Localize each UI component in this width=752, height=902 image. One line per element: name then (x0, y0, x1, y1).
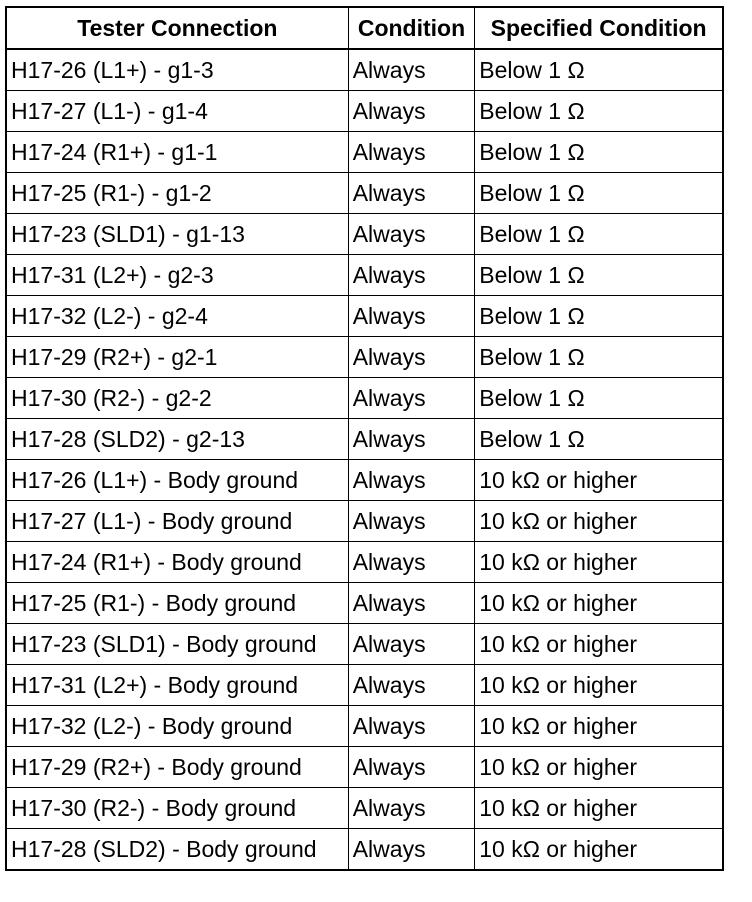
cell-tester-connection: H17-27 (L1-) - g1-4 (6, 91, 348, 132)
cell-tester-connection: H17-30 (R2-) - g2-2 (6, 378, 348, 419)
cell-condition: Always (348, 501, 475, 542)
cell-condition: Always (348, 214, 475, 255)
cell-tester-connection: H17-32 (L2-) - Body ground (6, 706, 348, 747)
cell-tester-connection: H17-29 (R2+) - Body ground (6, 747, 348, 788)
table-row (6, 542, 723, 583)
table-row (6, 419, 723, 460)
cell-condition: Always (348, 91, 475, 132)
cell-specified-condition: 10 kΩ or higher (475, 624, 723, 665)
table-row (6, 91, 723, 132)
cell-condition: Always (348, 624, 475, 665)
cell-condition: Always (348, 542, 475, 583)
cell-tester-connection: H17-24 (R1+) - Body ground (6, 542, 348, 583)
table-row (6, 501, 723, 542)
cell-condition: Always (348, 49, 475, 91)
cell-specified-condition: 10 kΩ or higher (475, 583, 723, 624)
cell-specified-condition: Below 1 Ω (475, 296, 723, 337)
cell-condition: Always (348, 706, 475, 747)
cell-condition: Always (348, 829, 475, 871)
table-row (6, 255, 723, 296)
cell-tester-connection: H17-29 (R2+) - g2-1 (6, 337, 348, 378)
table-row (6, 49, 723, 91)
cell-specified-condition: Below 1 Ω (475, 378, 723, 419)
cell-specified-condition: 10 kΩ or higher (475, 829, 723, 871)
table-row (6, 706, 723, 747)
cell-specified-condition: Below 1 Ω (475, 214, 723, 255)
cell-specified-condition: Below 1 Ω (475, 49, 723, 91)
table-row (6, 747, 723, 788)
cell-tester-connection: H17-30 (R2-) - Body ground (6, 788, 348, 829)
cell-condition: Always (348, 378, 475, 419)
cell-specified-condition: Below 1 Ω (475, 337, 723, 378)
header-specified-condition: Specified Condition (475, 7, 723, 49)
cell-condition: Always (348, 337, 475, 378)
cell-specified-condition: 10 kΩ or higher (475, 501, 723, 542)
cell-condition: Always (348, 665, 475, 706)
header-condition: Condition (348, 7, 475, 49)
table-row (6, 624, 723, 665)
cell-specified-condition: Below 1 Ω (475, 132, 723, 173)
cell-specified-condition: 10 kΩ or higher (475, 665, 723, 706)
cell-condition: Always (348, 419, 475, 460)
table-row (6, 296, 723, 337)
cell-condition: Always (348, 747, 475, 788)
cell-condition: Always (348, 255, 475, 296)
cell-condition: Always (348, 173, 475, 214)
cell-condition: Always (348, 132, 475, 173)
cell-condition: Always (348, 296, 475, 337)
cell-specified-condition: Below 1 Ω (475, 91, 723, 132)
cell-specified-condition: 10 kΩ or higher (475, 747, 723, 788)
table-header-row (6, 7, 723, 49)
cell-tester-connection: H17-27 (L1-) - Body ground (6, 501, 348, 542)
cell-tester-connection: H17-25 (R1-) - g1-2 (6, 173, 348, 214)
cell-specified-condition: Below 1 Ω (475, 419, 723, 460)
table-row (6, 337, 723, 378)
table-row (6, 665, 723, 706)
table-row (6, 214, 723, 255)
table-row (6, 132, 723, 173)
cell-tester-connection: H17-23 (SLD1) - Body ground (6, 624, 348, 665)
table-row (6, 378, 723, 419)
cell-tester-connection: H17-25 (R1-) - Body ground (6, 583, 348, 624)
table-row (6, 583, 723, 624)
cell-specified-condition: 10 kΩ or higher (475, 706, 723, 747)
cell-specified-condition: 10 kΩ or higher (475, 542, 723, 583)
cell-tester-connection: H17-31 (L2+) - g2-3 (6, 255, 348, 296)
cell-tester-connection: H17-26 (L1+) - Body ground (6, 460, 348, 501)
cell-specified-condition: 10 kΩ or higher (475, 788, 723, 829)
cell-tester-connection: H17-26 (L1+) - g1-3 (6, 49, 348, 91)
table-row (6, 460, 723, 501)
cell-specified-condition: 10 kΩ or higher (475, 460, 723, 501)
cell-tester-connection: H17-32 (L2-) - g2-4 (6, 296, 348, 337)
cell-condition: Always (348, 788, 475, 829)
cell-condition: Always (348, 460, 475, 501)
table-row (6, 829, 723, 871)
cell-specified-condition: Below 1 Ω (475, 255, 723, 296)
cell-tester-connection: H17-24 (R1+) - g1-1 (6, 132, 348, 173)
table-body (6, 49, 723, 870)
cell-tester-connection: H17-28 (SLD2) - Body ground (6, 829, 348, 871)
spec-table (5, 6, 724, 871)
table-row (6, 173, 723, 214)
cell-condition: Always (348, 583, 475, 624)
table-row (6, 788, 723, 829)
header-tester-connection: Tester Connection (6, 7, 348, 49)
cell-tester-connection: H17-31 (L2+) - Body ground (6, 665, 348, 706)
cell-specified-condition: Below 1 Ω (475, 173, 723, 214)
cell-tester-connection: H17-28 (SLD2) - g2-13 (6, 419, 348, 460)
cell-tester-connection: H17-23 (SLD1) - g1-13 (6, 214, 348, 255)
